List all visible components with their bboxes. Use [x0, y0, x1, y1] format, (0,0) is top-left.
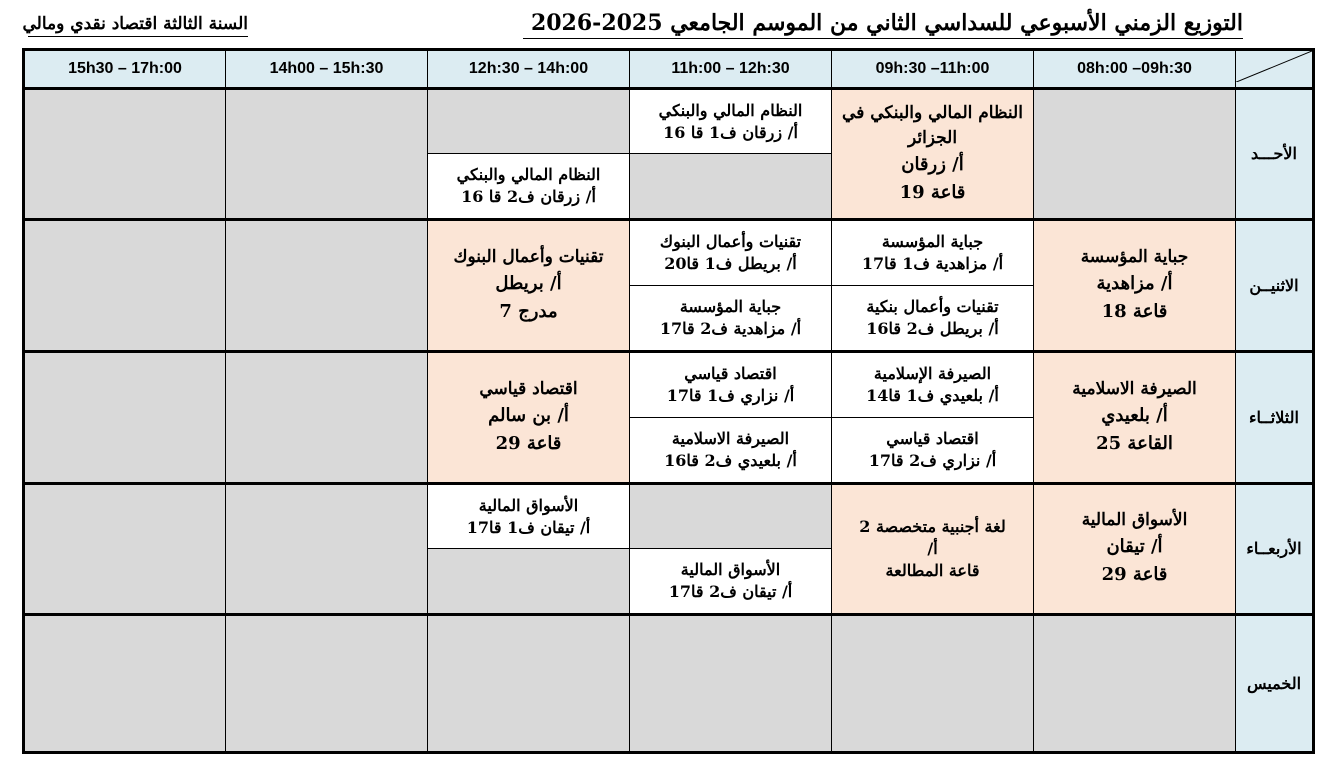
course-title: الأسواق المالية: [478, 495, 579, 515]
group-details: أ/ تيقان ف1 قا17: [466, 517, 591, 537]
course-title: النظام المالي والبنكي في الجزائر: [842, 102, 1023, 148]
course-title: الصيرفة الاسلامية: [1072, 379, 1197, 400]
empty-slot: [1034, 89, 1236, 219]
tutorial-cell: [832, 418, 1034, 484]
group-details: أ/ بريطل ف2 قا16: [866, 318, 999, 338]
time-header: [1034, 50, 1236, 89]
course-title: جباية المؤسسة: [881, 231, 984, 251]
empty-slot: [428, 89, 630, 154]
room: قاعة 29: [1101, 564, 1168, 586]
tutorial-cell: [630, 285, 832, 351]
group-details: أ/ مزاهدية ف2 قا17: [659, 318, 802, 338]
empty-slot: [226, 89, 428, 219]
group-details: أ/ زرقان ف1 قا 16: [663, 122, 798, 142]
day-label: الخميس: [1236, 614, 1314, 752]
day-row: [24, 219, 1314, 285]
time-header: [832, 50, 1034, 89]
group-details: أ/ تيقان ف2 قا17: [668, 582, 793, 601]
empty-slot: [226, 219, 428, 351]
time-label: 09h:30 –11h:00: [875, 60, 990, 78]
empty-slot: [24, 484, 226, 614]
professor: أ/ تيقان: [1106, 536, 1163, 558]
course-title: جباية المؤسسة: [1080, 246, 1189, 267]
empty-slot: [24, 89, 226, 219]
professor: أ/: [927, 538, 938, 558]
lecture-cell: [428, 219, 630, 351]
time-header: [226, 50, 428, 89]
course-title: الأسواق المالية: [680, 560, 781, 579]
corner-cell: [1236, 50, 1314, 89]
header-row: [24, 50, 1314, 89]
lecture-cell: [428, 351, 630, 483]
professor: أ/ مزاهدية: [1096, 272, 1173, 294]
empty-slot: [832, 614, 1034, 752]
empty-slot: [630, 484, 832, 549]
time-label: 08h:00 –09h:30: [1077, 60, 1192, 78]
group-details: أ/ بلعيدي ف1 قا14: [866, 386, 999, 405]
day-label: الاثنيــن: [1236, 219, 1314, 351]
tutorial-cell: [832, 285, 1034, 351]
lecture-cell: [1034, 351, 1236, 483]
page-title: التوزيع الزمني الأسبوعي للسداسي الثاني من الموسم الجامعي 2025-2026: [523, 10, 1243, 39]
course-title: تقنيات وأعمال البنوك: [453, 246, 604, 267]
timetable: [22, 48, 1315, 754]
day-label: الأحـــد: [1236, 89, 1314, 219]
time-label: 15h30 – 17h:00: [68, 60, 182, 78]
room: قاعة المطالعة: [885, 560, 980, 580]
empty-slot: [630, 154, 832, 219]
day-row: [24, 614, 1314, 752]
tutorial-cell: [832, 219, 1034, 285]
professor: أ/ بريطل: [495, 272, 562, 294]
empty-slot: [1034, 614, 1236, 752]
day-row: [24, 89, 1314, 154]
course-title: الصيرفة الاسلامية: [671, 429, 790, 449]
professor: أ/ زرقان: [901, 153, 964, 175]
room: قاعة 29: [495, 433, 562, 455]
lecture-cell: [832, 89, 1034, 219]
lecture-cell: [832, 484, 1034, 614]
tutorial-cell: [832, 351, 1034, 417]
day-label: الأربعــاء: [1236, 484, 1314, 614]
diagonal-line: [1236, 51, 1312, 82]
time-header: [630, 50, 832, 89]
empty-slot: [226, 351, 428, 483]
time-label: 11h:00 – 12h:30: [671, 60, 790, 78]
tutorial-cell: [630, 549, 832, 614]
group-details: أ/ مزاهدية ف1 قا17: [861, 253, 1004, 273]
room: قاعة 19: [899, 181, 966, 203]
group-details: أ/ نزاري ف1 قا17: [666, 386, 795, 405]
day-row: [24, 484, 1314, 549]
tutorial-cell: [428, 484, 630, 549]
empty-slot: [226, 484, 428, 614]
course-title: الأسواق المالية: [1081, 510, 1188, 531]
time-label: 12h:30 – 14h:00: [468, 60, 589, 78]
course-title: لغة أجنبية متخصصة 2: [859, 516, 1006, 536]
group-details: أ/ بلعيدي ف2 قا16: [664, 451, 797, 471]
empty-slot: [24, 351, 226, 483]
course-title: اقتصاد قياسي: [684, 364, 777, 383]
lecture-cell: [1034, 484, 1236, 614]
course-title: تقنيات وأعمال البنوك: [659, 231, 802, 251]
room: مدرج 7: [499, 300, 558, 322]
day-row: [24, 351, 1314, 417]
class-level-title: السنة الثالثة اقتصاد نقدي ومالي: [28, 14, 248, 37]
time-header: [24, 50, 226, 89]
empty-slot: [226, 614, 428, 752]
tutorial-cell: [630, 418, 832, 484]
empty-slot: [630, 614, 832, 752]
course-title: الصيرفة الإسلامية: [873, 364, 992, 383]
room: القاعة 25: [1096, 433, 1173, 455]
time-header: [428, 50, 630, 89]
day-label: الثلاثــاء: [1236, 351, 1314, 483]
empty-slot: [24, 614, 226, 752]
time-label: 14h00 – 15h:30: [269, 60, 384, 78]
tutorial-cell: [630, 351, 832, 417]
course-title: اقتصاد قياسي: [886, 429, 979, 449]
tutorial-cell: [630, 89, 832, 154]
course-title: جباية المؤسسة: [679, 296, 782, 316]
empty-slot: [24, 219, 226, 351]
professor: أ/ بن سالم: [488, 405, 569, 427]
lecture-cell: [1034, 219, 1236, 351]
group-details: أ/ نزاري ف2 قا17: [868, 451, 997, 471]
tutorial-cell: [428, 154, 630, 219]
course-title: النظام المالي والبنكي: [456, 165, 601, 184]
group-details: أ/ زرقان ف2 قا 16: [461, 187, 596, 206]
professor: أ/ بلعيدي: [1101, 405, 1168, 427]
empty-slot: [428, 614, 630, 752]
course-title: النظام المالي والبنكي: [658, 100, 803, 120]
empty-slot: [428, 549, 630, 614]
group-details: أ/ بريطل ف1 قا20: [664, 253, 797, 273]
course-title: اقتصاد قياسي: [479, 379, 578, 400]
room: قاعة 18: [1101, 300, 1168, 322]
tutorial-cell: [630, 219, 832, 285]
course-title: تقنيات وأعمال بنكية: [866, 296, 999, 316]
